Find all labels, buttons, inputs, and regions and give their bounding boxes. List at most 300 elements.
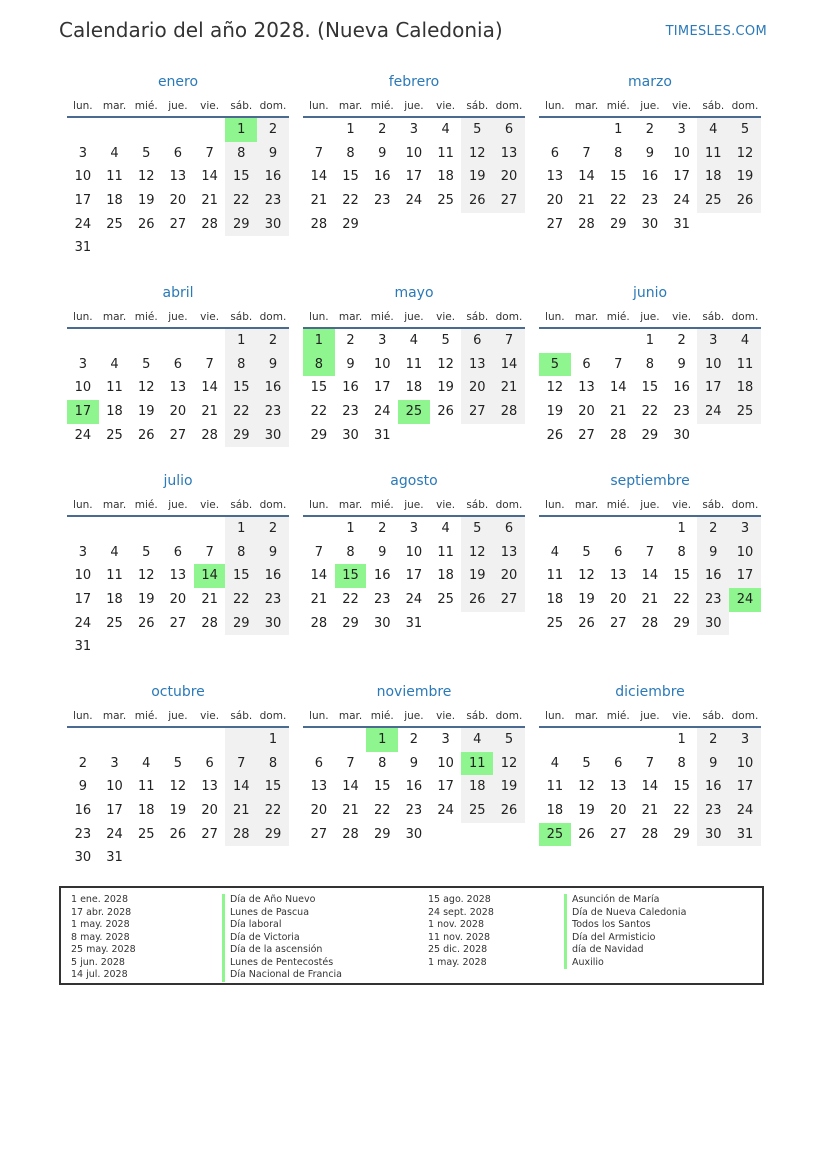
day-cell: 3 bbox=[729, 517, 761, 541]
week-row bbox=[303, 728, 525, 752]
week-row bbox=[303, 588, 525, 612]
day-cell: 17 bbox=[697, 376, 729, 400]
weekday-label: mié. bbox=[606, 311, 630, 323]
month-name: julio bbox=[163, 473, 193, 489]
weekday-label: vie. bbox=[200, 499, 220, 511]
empty-day-cell bbox=[162, 635, 194, 659]
day-cell: 29 bbox=[225, 424, 257, 448]
weekday-label: lun. bbox=[309, 710, 329, 722]
day-cell: 2 bbox=[378, 521, 387, 536]
month-abril bbox=[67, 283, 289, 447]
day-cell: 6 bbox=[493, 118, 525, 142]
day-cell: 18 bbox=[546, 803, 564, 819]
day-cell: 17 bbox=[405, 568, 423, 584]
day-cell: 16 bbox=[74, 803, 92, 819]
day-cell: 17 bbox=[74, 592, 92, 608]
day-cell: 20 bbox=[578, 404, 595, 420]
weekday-label: lun. bbox=[545, 311, 565, 323]
week-row bbox=[303, 612, 525, 636]
day-cell: 23 bbox=[257, 189, 289, 213]
day-cell: 7 bbox=[493, 329, 525, 353]
day-cell: 10 bbox=[729, 752, 761, 776]
week-row bbox=[303, 400, 525, 424]
day-cell: 26 bbox=[461, 189, 493, 213]
day-cell: 14 bbox=[201, 380, 218, 396]
day-cell: 27 bbox=[493, 588, 525, 612]
weekday-label: vie. bbox=[672, 100, 692, 112]
day-cell: 14 bbox=[310, 568, 328, 584]
day-cell: 16 bbox=[373, 169, 391, 185]
day-cell: 22 bbox=[373, 803, 391, 819]
day-cell: 9 bbox=[409, 755, 419, 771]
weekday-label: vie. bbox=[672, 311, 692, 323]
day-cell: 26 bbox=[493, 799, 525, 823]
empty-day-cell bbox=[257, 236, 289, 260]
holiday-day-cell: 24 bbox=[729, 588, 761, 612]
empty-day-cell bbox=[225, 728, 257, 752]
day-cell: 10 bbox=[106, 779, 123, 795]
day-cell: 5 bbox=[582, 544, 591, 560]
weekday-label: lun. bbox=[73, 710, 93, 722]
day-cell: 7 bbox=[645, 755, 655, 771]
day-cell: 25 bbox=[106, 427, 123, 443]
day-cell: 20 bbox=[201, 803, 218, 819]
day-cell: 26 bbox=[578, 826, 595, 842]
day-cell: 12 bbox=[461, 541, 493, 565]
day-cell: 13 bbox=[169, 380, 187, 396]
holiday-day-cell: 14 bbox=[194, 564, 226, 588]
day-cell: 22 bbox=[342, 592, 359, 608]
day-cell: 30 bbox=[673, 427, 690, 443]
empty-day-cell bbox=[571, 517, 603, 541]
day-cell: 28 bbox=[342, 826, 359, 842]
holiday-legend bbox=[59, 886, 764, 985]
day-cell: 8 bbox=[677, 544, 686, 560]
day-cell: 28 bbox=[225, 823, 257, 847]
day-cell: 18 bbox=[106, 592, 123, 608]
day-cell: 3 bbox=[729, 728, 761, 752]
day-cell: 27 bbox=[578, 427, 595, 443]
day-cell: 1 bbox=[614, 122, 623, 137]
empty-day-cell bbox=[430, 823, 462, 847]
weekday-label: dom. bbox=[495, 311, 523, 323]
day-cell: 30 bbox=[697, 823, 729, 847]
day-cell: 29 bbox=[310, 427, 328, 443]
empty-day-cell bbox=[67, 517, 99, 541]
week-row bbox=[303, 329, 525, 353]
weekday-label: mié. bbox=[370, 311, 394, 323]
day-cell: 7 bbox=[645, 544, 655, 560]
day-cell: 13 bbox=[493, 142, 525, 166]
day-cell: 26 bbox=[437, 404, 454, 420]
empty-day-cell bbox=[225, 846, 257, 870]
month-febrero bbox=[303, 72, 525, 236]
day-cell: 28 bbox=[201, 615, 218, 631]
day-cell: 3 bbox=[677, 122, 686, 137]
weekday-label: jue. bbox=[404, 100, 424, 112]
empty-day-cell bbox=[162, 118, 194, 142]
legend-date: 5 jun. 2028 bbox=[71, 956, 125, 968]
legend-holiday-name: Día laboral bbox=[222, 919, 342, 932]
day-cell: 24 bbox=[74, 427, 92, 443]
empty-day-cell bbox=[634, 517, 666, 541]
weekday-label: mar. bbox=[102, 499, 127, 511]
day-cell: 15 bbox=[641, 380, 659, 396]
weekday-label: jue. bbox=[640, 710, 660, 722]
day-cell: 7 bbox=[582, 145, 591, 161]
legend-date: 17 abr. 2028 bbox=[71, 906, 132, 918]
week-row bbox=[67, 846, 289, 870]
day-cell: 10 bbox=[437, 755, 454, 771]
weekday-label: vie. bbox=[200, 311, 220, 323]
day-cell: 22 bbox=[225, 189, 257, 213]
week-row bbox=[303, 213, 525, 237]
brand-link[interactable]: TIMESLES.COM bbox=[665, 24, 767, 39]
day-cell: 14 bbox=[578, 169, 595, 185]
day-cell: 28 bbox=[201, 427, 218, 443]
empty-day-cell bbox=[303, 517, 335, 541]
day-cell: 27 bbox=[169, 615, 187, 631]
day-cell: 14 bbox=[342, 779, 359, 795]
day-cell: 24 bbox=[405, 193, 423, 209]
day-cell: 10 bbox=[697, 353, 729, 377]
day-cell: 10 bbox=[373, 356, 391, 372]
legend-holiday-name: Asunción de María bbox=[564, 894, 686, 907]
empty-day-cell bbox=[99, 118, 131, 142]
day-cell: 7 bbox=[205, 145, 214, 161]
day-cell: 9 bbox=[378, 145, 387, 161]
weekday-label: jue. bbox=[640, 100, 660, 112]
weekday-label: vie. bbox=[200, 100, 220, 112]
legend-date: 14 jul. 2028 bbox=[71, 969, 128, 980]
empty-day-cell bbox=[430, 612, 462, 636]
day-cell: 26 bbox=[169, 826, 187, 842]
day-cell: 28 bbox=[493, 400, 525, 424]
weekday-label: dom. bbox=[259, 710, 287, 722]
month-name: junio bbox=[632, 285, 668, 301]
weekday-header bbox=[67, 96, 289, 118]
weekday-label: jue. bbox=[404, 499, 424, 511]
day-cell: 29 bbox=[673, 826, 690, 842]
day-cell: 28 bbox=[201, 216, 218, 232]
day-cell: 29 bbox=[641, 427, 659, 443]
day-cell: 27 bbox=[310, 826, 328, 842]
week-row bbox=[539, 213, 761, 237]
legend-date: 11 nov. 2028 bbox=[428, 931, 491, 943]
week-row bbox=[303, 564, 525, 588]
day-cell: 4 bbox=[110, 356, 119, 372]
empty-day-cell bbox=[539, 517, 571, 541]
day-cell: 31 bbox=[729, 823, 761, 847]
weekday-label: dom. bbox=[731, 100, 759, 112]
day-cell: 20 bbox=[609, 592, 627, 608]
week-row bbox=[303, 376, 525, 400]
day-cell: 13 bbox=[546, 169, 564, 185]
day-cell: 18 bbox=[137, 803, 155, 819]
legend-date: 1 ene. 2028 bbox=[71, 894, 128, 905]
month-mayo bbox=[303, 283, 525, 447]
day-cell: 29 bbox=[673, 615, 690, 631]
weekday-header bbox=[67, 307, 289, 329]
day-cell: 4 bbox=[729, 329, 761, 353]
empty-day-cell bbox=[729, 612, 761, 636]
day-cell: 27 bbox=[609, 826, 627, 842]
day-cell: 24 bbox=[74, 615, 92, 631]
month-name: febrero bbox=[388, 74, 440, 90]
day-cell: 4 bbox=[550, 755, 559, 771]
day-cell: 2 bbox=[697, 728, 729, 752]
empty-day-cell bbox=[130, 728, 162, 752]
empty-day-cell bbox=[571, 728, 603, 752]
day-cell: 18 bbox=[106, 193, 123, 209]
weekday-label: mar. bbox=[574, 710, 599, 722]
week-row bbox=[539, 329, 761, 353]
day-cell: 12 bbox=[137, 380, 155, 396]
day-cell: 25 bbox=[697, 189, 729, 213]
month-name: mayo bbox=[394, 285, 434, 301]
weekday-label: sáb. bbox=[230, 311, 253, 323]
week-row bbox=[67, 775, 289, 799]
day-cell: 25 bbox=[106, 615, 123, 631]
empty-day-cell bbox=[225, 236, 257, 260]
day-cell: 2 bbox=[257, 517, 289, 541]
empty-day-cell bbox=[162, 236, 194, 260]
legend-dates-col-2 bbox=[428, 894, 494, 969]
day-cell: 21 bbox=[609, 404, 627, 420]
weekday-label: vie. bbox=[672, 710, 692, 722]
day-cell: 17 bbox=[405, 169, 423, 185]
week-row bbox=[67, 823, 289, 847]
empty-day-cell bbox=[697, 424, 729, 448]
day-cell: 21 bbox=[641, 803, 659, 819]
day-cell: 14 bbox=[609, 380, 627, 396]
day-cell: 23 bbox=[257, 588, 289, 612]
empty-day-cell bbox=[493, 424, 525, 448]
day-cell: 23 bbox=[405, 803, 423, 819]
empty-day-cell bbox=[162, 517, 194, 541]
day-cell: 3 bbox=[78, 544, 87, 560]
day-cell: 6 bbox=[314, 755, 323, 771]
empty-day-cell bbox=[461, 424, 493, 448]
day-cell: 5 bbox=[173, 755, 183, 771]
day-cell: 8 bbox=[346, 145, 355, 161]
day-cell: 5 bbox=[582, 755, 591, 771]
day-cell: 29 bbox=[225, 213, 257, 237]
day-cell: 2 bbox=[78, 755, 87, 771]
holiday-day-cell: 25 bbox=[398, 400, 430, 424]
day-cell: 5 bbox=[441, 333, 450, 348]
day-cell: 4 bbox=[461, 728, 493, 752]
day-cell: 25 bbox=[546, 615, 564, 631]
weekday-label: mar. bbox=[574, 499, 599, 511]
day-cell: 30 bbox=[257, 213, 289, 237]
weekday-label: mar. bbox=[338, 311, 363, 323]
day-cell: 30 bbox=[641, 216, 659, 232]
empty-day-cell bbox=[303, 728, 335, 752]
day-cell: 6 bbox=[173, 145, 183, 161]
week-row bbox=[67, 353, 289, 377]
day-cell: 31 bbox=[106, 850, 123, 866]
empty-day-cell bbox=[99, 635, 131, 659]
day-cell: 4 bbox=[441, 521, 450, 536]
weekday-label: dom. bbox=[495, 499, 523, 511]
day-cell: 24 bbox=[697, 400, 729, 424]
weekday-header bbox=[67, 706, 289, 728]
weekday-header bbox=[303, 706, 525, 728]
day-cell: 24 bbox=[74, 216, 92, 232]
weekday-label: dom. bbox=[495, 710, 523, 722]
legend-holiday-name: Auxilio bbox=[564, 957, 686, 970]
weekday-label: dom. bbox=[259, 499, 287, 511]
week-row bbox=[539, 165, 761, 189]
legend-holiday-name: Día de la ascensión bbox=[222, 944, 342, 957]
day-cell: 16 bbox=[641, 169, 659, 185]
day-cell: 29 bbox=[373, 826, 391, 842]
day-cell: 2 bbox=[378, 122, 387, 137]
weekday-label: mié. bbox=[134, 311, 158, 323]
weekday-label: jue. bbox=[640, 499, 660, 511]
legend-holiday-name: Día de Victoria bbox=[222, 932, 342, 945]
day-cell: 19 bbox=[137, 592, 155, 608]
day-cell: 17 bbox=[437, 779, 454, 795]
weekday-label: sáb. bbox=[702, 100, 725, 112]
day-cell: 14 bbox=[225, 775, 257, 799]
day-cell: 13 bbox=[169, 568, 187, 584]
day-cell: 11 bbox=[106, 169, 123, 185]
day-cell: 7 bbox=[205, 356, 214, 372]
day-cell: 6 bbox=[550, 145, 559, 161]
weekday-label: mié. bbox=[606, 710, 630, 722]
day-cell: 5 bbox=[461, 517, 493, 541]
day-cell: 15 bbox=[373, 779, 391, 795]
week-row bbox=[303, 165, 525, 189]
day-cell: 18 bbox=[546, 592, 564, 608]
day-cell: 23 bbox=[641, 193, 659, 209]
day-cell: 11 bbox=[546, 779, 564, 795]
empty-day-cell bbox=[602, 517, 634, 541]
day-cell: 17 bbox=[373, 380, 391, 396]
day-cell: 4 bbox=[110, 145, 119, 161]
day-cell: 1 bbox=[677, 732, 686, 747]
legend-date: 25 dic. 2028 bbox=[428, 944, 488, 955]
legend-holiday-name: Lunes de Pentecostés bbox=[222, 957, 342, 970]
day-cell: 2 bbox=[346, 333, 355, 348]
day-cell: 3 bbox=[441, 732, 450, 747]
empty-day-cell bbox=[67, 329, 99, 353]
day-cell: 17 bbox=[74, 193, 92, 209]
day-cell: 29 bbox=[342, 615, 359, 631]
empty-day-cell bbox=[398, 213, 430, 237]
day-cell: 21 bbox=[493, 376, 525, 400]
legend-dates-col-1 bbox=[71, 894, 136, 982]
day-cell: 1 bbox=[225, 517, 257, 541]
day-cell: 9 bbox=[697, 541, 729, 565]
day-cell: 11 bbox=[106, 568, 123, 584]
day-cell: 27 bbox=[609, 615, 627, 631]
day-cell: 17 bbox=[729, 564, 761, 588]
day-cell: 20 bbox=[169, 592, 187, 608]
day-cell: 28 bbox=[641, 615, 659, 631]
day-cell: 25 bbox=[729, 400, 761, 424]
day-cell: 21 bbox=[641, 592, 659, 608]
day-cell: 20 bbox=[546, 193, 564, 209]
empty-day-cell bbox=[539, 118, 571, 142]
day-cell: 13 bbox=[310, 779, 328, 795]
day-cell: 9 bbox=[257, 541, 289, 565]
day-cell: 19 bbox=[137, 404, 155, 420]
weekday-label: sáb. bbox=[702, 710, 725, 722]
weekday-label: sáb. bbox=[466, 311, 489, 323]
day-cell: 3 bbox=[409, 122, 419, 137]
day-cell: 20 bbox=[493, 564, 525, 588]
empty-day-cell bbox=[634, 728, 666, 752]
day-cell: 14 bbox=[493, 353, 525, 377]
day-cell: 5 bbox=[142, 145, 151, 161]
week-row bbox=[67, 236, 289, 260]
day-cell: 15 bbox=[673, 568, 690, 584]
empty-day-cell bbox=[194, 329, 226, 353]
week-row bbox=[539, 799, 761, 823]
page-title: Calendario del año 2028. (Nueva Caledonia) bbox=[59, 18, 503, 42]
weekday-label: mié. bbox=[134, 710, 158, 722]
day-cell: 22 bbox=[257, 799, 289, 823]
day-cell: 23 bbox=[373, 592, 391, 608]
week-row bbox=[539, 517, 761, 541]
week-row bbox=[67, 588, 289, 612]
day-cell: 24 bbox=[673, 193, 690, 209]
day-cell: 28 bbox=[310, 615, 328, 631]
day-cell: 14 bbox=[310, 169, 328, 185]
week-row bbox=[303, 142, 525, 166]
day-cell: 13 bbox=[461, 353, 493, 377]
legend-names-col-2 bbox=[564, 894, 686, 969]
legend-date: 1 nov. 2028 bbox=[428, 919, 484, 930]
day-cell: 26 bbox=[137, 615, 155, 631]
month-septiembre bbox=[539, 471, 761, 635]
weekday-label: mié. bbox=[606, 499, 630, 511]
day-cell: 12 bbox=[493, 752, 525, 776]
day-cell: 20 bbox=[609, 803, 627, 819]
week-row bbox=[67, 564, 289, 588]
weekday-label: lun. bbox=[545, 499, 565, 511]
day-cell: 14 bbox=[641, 568, 659, 584]
day-cell: 21 bbox=[225, 799, 257, 823]
legend-date: 15 ago. 2028 bbox=[428, 894, 491, 905]
legend-holiday-name: Día del Armisticio bbox=[564, 932, 686, 945]
empty-day-cell bbox=[67, 118, 99, 142]
week-row bbox=[303, 799, 525, 823]
empty-day-cell bbox=[194, 236, 226, 260]
weekday-label: mié. bbox=[370, 499, 394, 511]
weekday-label: dom. bbox=[731, 710, 759, 722]
day-cell: 4 bbox=[550, 544, 559, 560]
day-cell: 2 bbox=[257, 329, 289, 353]
empty-day-cell bbox=[602, 728, 634, 752]
day-cell: 15 bbox=[310, 380, 328, 396]
weekday-label: vie. bbox=[200, 710, 220, 722]
week-row bbox=[539, 541, 761, 565]
empty-day-cell bbox=[99, 236, 131, 260]
weekday-label: mié. bbox=[370, 100, 394, 112]
weekday-label: sáb. bbox=[466, 499, 489, 511]
day-cell: 13 bbox=[201, 779, 218, 795]
day-cell: 1 bbox=[346, 521, 355, 536]
week-row bbox=[67, 752, 289, 776]
empty-day-cell bbox=[461, 612, 493, 636]
legend-names-col-1 bbox=[222, 894, 342, 982]
holiday-day-cell: 25 bbox=[539, 823, 571, 847]
empty-day-cell bbox=[67, 728, 99, 752]
